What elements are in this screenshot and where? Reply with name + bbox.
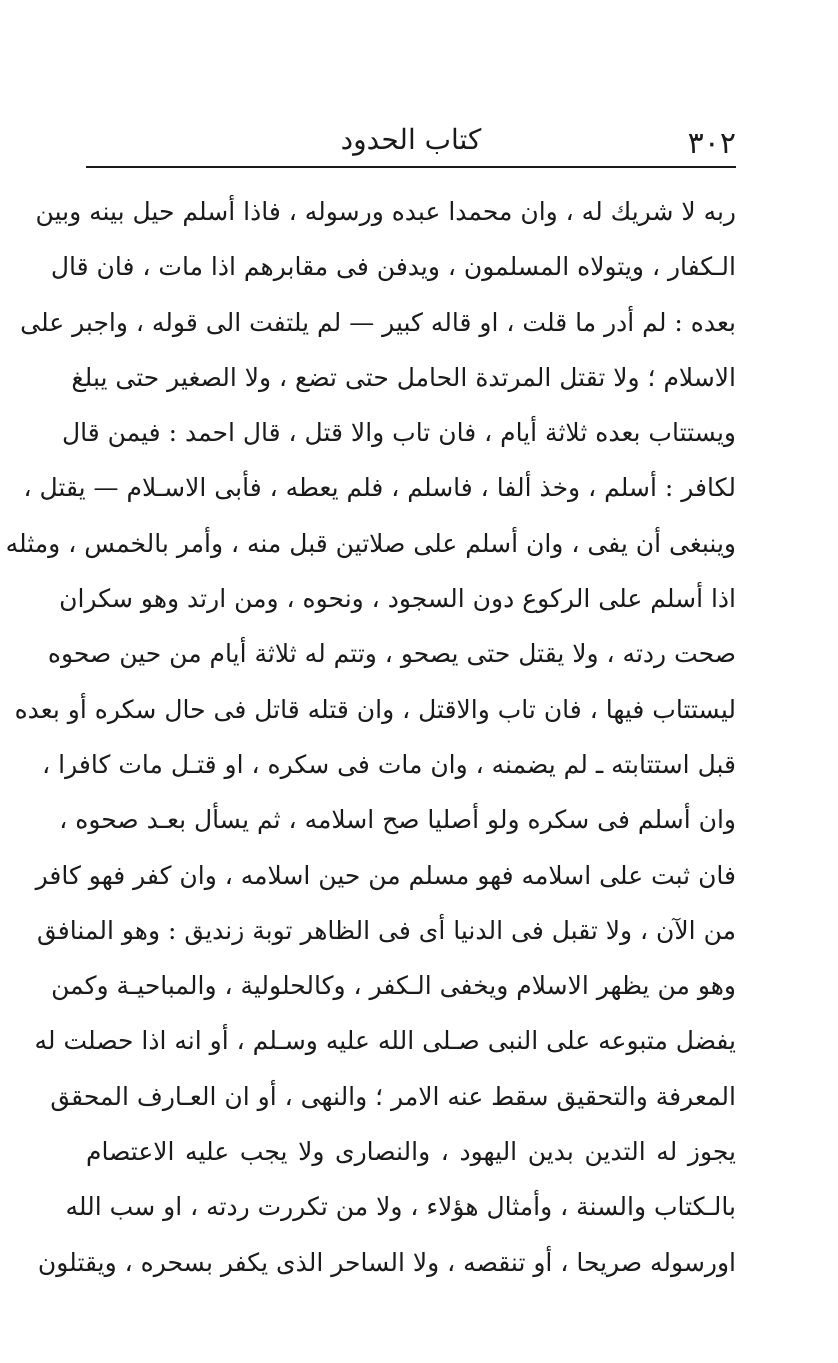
text-line: ويستتاب بعده ثلاثة أيام ، فان تاب والا قتل ، قال احمد : فيمن قال bbox=[61, 418, 736, 448]
text-line: يجوز له التدين بدين اليهود ، والنصارى ولا يجب عليه الاعتصام bbox=[86, 1137, 736, 1167]
page-header bbox=[86, 120, 736, 166]
text-line: وان أسلم فى سكره ولو أصليا صح اسلامه ، ثم يسأل بعـد صحوه ، bbox=[59, 805, 736, 835]
body-text bbox=[5, 184, 736, 1290]
text-line: ربه لا شريك له ، وان محمدا عبده ورسوله ، فاذا أسلم حيل بينه وبين bbox=[35, 197, 736, 226]
text-line: بعده : لم أدر ما قلت ، او قاله كبير — لم يلتفت الى قوله ، واجبر على bbox=[20, 307, 736, 337]
page-number: ٣٠٢ bbox=[687, 126, 736, 161]
text-line: من الآن ، ولا تقبل فى الدنيا أى فى الظاهر توبة زنديق : وهو المنافق bbox=[36, 915, 736, 945]
text-line: الاسلام ؛ ولا تقتل المرتدة الحامل حتى تضع ، ولا الصغير حتى يبلغ bbox=[71, 362, 736, 392]
text-line: يفضل متبوعه على النبى صـلى الله عليه وسـلم ، أو انه اذا حصلت له bbox=[34, 1026, 736, 1056]
header-rule bbox=[86, 166, 736, 168]
text-line: اورسوله صريحا ، أو تنقصه ، ولا الساحر الذى يكفر بسحره ، ويقتلون bbox=[37, 1247, 736, 1277]
text-line: وهو من يظهر الاسلام ويخفى الـكفر ، وكالحلولية ، والمباحيـة وكمن bbox=[51, 971, 736, 1001]
text-line: الـكفار ، ويتولاه المسلمون ، ويدفن فى مقابرهم اذا مات ، فان قال bbox=[50, 252, 736, 282]
text-line: اذا أسلم على الركوع دون السجود ، ونحوه ، ومن ارتد وهو سكران bbox=[59, 584, 736, 614]
text-line: المعرفة والتحقيق سقط عنه الامر ؛ والنهى ، أو ان العـارف المحقق bbox=[50, 1081, 736, 1111]
text-line: لكافر : أسلم ، وخذ ألفا ، فاسلم ، فلم يعطه ، فأبى الاسـلام — يقتل ، bbox=[23, 473, 736, 503]
text-line: ليستتاب فيها ، فان تاب والاقتل ، وان قتله قاتل فى حال سكره أو بعده bbox=[14, 694, 736, 724]
text-line: قبل استتابته ـ لم يضمنه ، وان مات فى سكره ، او قتـل مات كافرا ، bbox=[42, 749, 736, 779]
text-line: صحت ردته ، ولا يقتل حتى يصحو ، وتتم له ثلاثة أيام من حين صحوه bbox=[47, 639, 736, 669]
text-line: وينبغى أن يفى ، وان أسلم على صلاتين قبل منه ، وأمر بالخمس ، ومثله bbox=[5, 528, 736, 558]
text-line: فان ثبت على اسلامه فهو مسلم من حين اسلامه ، وان كفر فهو كافر bbox=[35, 860, 736, 890]
text-line: بالـكتاب والسنة ، وأمثال هؤلاء ، ولا من تكررت ردته ، او سب الله bbox=[65, 1192, 736, 1222]
running-title: كتاب الحدود bbox=[340, 123, 482, 156]
